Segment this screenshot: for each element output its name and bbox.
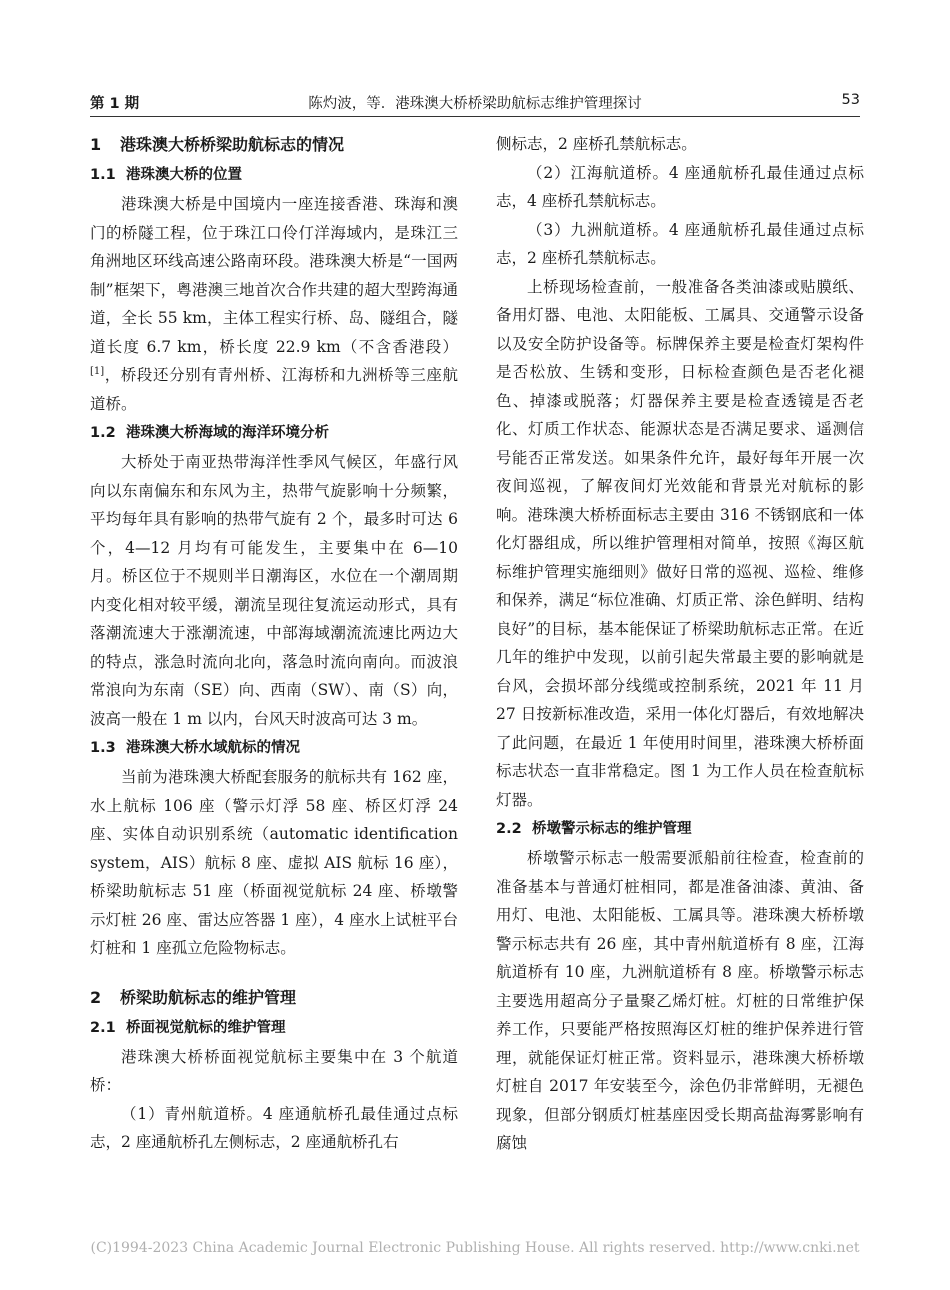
paragraph-text: 港珠澳大桥是中国境内一座连接香港、珠海和澳门的桥隧工程，位于珠江口伶仃洋海域内，是珠江三角洲地区环线高速公路南环段。港珠澳大桥是“一国两制”框架下，粤港澳三地首次合作共建的超大型跨海通道，全长 55 km，主体工程实行桥、岛、隧组合，隧道长度 6.7 km，桥长度 22.9 km（不含香港段） <box>90 195 458 356</box>
paragraph: 大桥处于南亚热带海洋性季风气候区，年盛行风向以东南偏东和东风为主，热带气旋影响十分频繁，平均每年具有影响的热带气旋有 2 个，最多时可达 6 个，4—12 月均有可能发生，主要集中在 6—10 月。桥区位于不规则半日潮海区，水位在一个潮周期内变化相对较平缓，潮流呈现往复流运动形式，具有落潮流速大于涨潮流速，中部海域潮流流速比两边大的特点，涨急时流向北向，落急时流向南向。而波浪常浪向为东南（SE）向、西南（SW）、南（S）向，波高一般在 1 m 以内，台风天时波高可达 3 m。 <box>90 453 458 728</box>
subsection-heading-1-3 <box>90 733 458 763</box>
page-number: 53 <box>841 92 860 108</box>
section-gap <box>90 963 458 983</box>
subsection-title: 港珠澳大桥海域的海洋环境分析 <box>126 425 329 441</box>
paragraph-text: ，桥段还分别有青州桥、江海桥和九洲桥等三座航道桥。 <box>90 366 458 413</box>
copyright-footer: (C)1994-2023 China Academic Journal Electronic Publishing House. All rights reserved. http://www.cnki.net <box>90 1240 860 1256</box>
subsection-title: 港珠澳大桥水域航标的情况 <box>126 740 300 756</box>
paragraph: 港珠澳大桥桥面视觉航标主要集中在 3 个航道桥： <box>90 1047 458 1094</box>
running-title: 陈灼波，等．港珠澳大桥桥梁助航标志维护管理探讨 <box>308 96 642 112</box>
paragraph: 上桥现场检查前，一般准备各类油漆或贴膜纸、备用灯器、电池、太阳能板、工属具、交通警示设备以及安全防护设备等。标牌保养主要是检查灯架构件是否松放、生锈和变形，日标检查颜色是否老化褪色、掉漆或脱落；灯器保养主要是检查透镜是否老化、灯质工作状态、能源状态是否满足要求、遥测信号能否正常发送。如果条件允许，最好每年开展一次夜间巡视，了解夜间灯光效能和背景光对航标的影响。港珠澳大桥桥面标志主要由 316 不锈钢底和一体化灯器组成，所以维护管理相对简单，按照《海区航标维护管理实施细则》做好日常的巡视、巡检、维修和保养，满足“标位准确、灯质正常、涂色鲜明、结构良好”的目标，基本能保证了桥梁助航标志正常。在近几年的维护中发现，以前引起失常最主要的影响就是台风，会损坏部分线缆或控制系统，2021 年 11 月 27 日按新标准改造，采用一体化灯器后，有效地解决了此问题，在最近 1 年使用时间里，港珠澳大桥桥面标志状态一直非常稳定。图 1 为工作人员在检查航标灯器。 <box>496 277 864 809</box>
section-number: 2 <box>90 987 102 1007</box>
issue-label: 第 1 期 <box>90 96 140 112</box>
paragraph: 当前为港珠澳大桥配套服务的航标共有 162 座，水上航标 106 座（警示灯浮 58 座、桥区灯浮 24 座、实体自动识别系统（automatic identification system，AIS）航标 8 座、虚拟 AIS 航标 16 座），桥梁助航标志 51 座（桥面视觉航标 24 座、桥墩警示灯桩 26 座、雷达应答器 1 座），4 座水上试桩平台灯桩和 1 座孤立危险物标志。 <box>90 768 458 957</box>
paragraph: 侧标志，2 座桥孔禁航标志。 <box>496 135 697 153</box>
header-rule <box>90 116 860 117</box>
subsection-number: 2.1 <box>90 1019 116 1036</box>
subsection-number: 1.2 <box>90 425 116 441</box>
paragraph <box>90 190 458 418</box>
subsection-heading-2-2 <box>496 814 864 844</box>
left-column <box>90 130 458 1157</box>
section-heading-1 <box>90 130 458 160</box>
subsection-heading-1-1 <box>90 160 458 190</box>
subsection-heading-2-1 <box>90 1013 458 1043</box>
subsection-title: 桥墩警示标志的维护管理 <box>532 821 692 837</box>
subsection-number: 1.3 <box>90 740 116 756</box>
right-column <box>496 130 864 1158</box>
paragraph: （3）九洲航道桥。4 座通航桥孔最佳通过点标志，2 座桥孔禁航标志。 <box>496 220 864 267</box>
section-heading-2 <box>90 983 458 1013</box>
subsection-number: 1.1 <box>90 167 116 183</box>
paragraph: 桥墩警示标志一般需要派船前往检查，检查前的准备基本与普通灯桩相同，都是准备油漆、黄油、备用灯、电池、太阳能板、工属具等。港珠澳大桥桥墩警示标志共有 26 座，其中青州航道桥有 8 座，江海航道桥有 10 座，九洲航道桥有 8 座。桥墩警示标志主要选用超高分子量聚乙烯灯桩。灯桩的日常维护保养工作，只要能严格按照海区灯桩的维护保养进行管理，就能保证灯桩正常。资料显示，港珠澳大桥桥墩灯桩自 2017 年安装至今，涂色仍非常鲜明，无褪色现象，但部分钢质灯桩基座因受长期高盐海雾影响有腐蚀 <box>496 849 864 1152</box>
subsection-heading-1-2 <box>90 418 458 448</box>
subsection-title: 桥面视觉航标的维护管理 <box>126 1019 286 1036</box>
subsection-number: 2.2 <box>496 821 522 837</box>
paragraph: （2）江海航道桥。4 座通航桥孔最佳通过点标志，4 座桥孔禁航标志。 <box>496 163 864 210</box>
subsection-title: 港珠澳大桥的位置 <box>126 167 242 183</box>
section-title: 桥梁助航标志的维护管理 <box>120 987 297 1007</box>
paragraph: （1）青州航道桥。4 座通航桥孔最佳通过点标志，2 座通航桥孔左侧标志，2 座通航桥孔右 <box>90 1104 458 1151</box>
section-title: 港珠澳大桥桥梁助航标志的情况 <box>120 135 345 154</box>
citation-ref[interactable]: [1] <box>90 365 105 377</box>
section-number: 1 <box>90 135 102 154</box>
running-header <box>90 88 860 116</box>
